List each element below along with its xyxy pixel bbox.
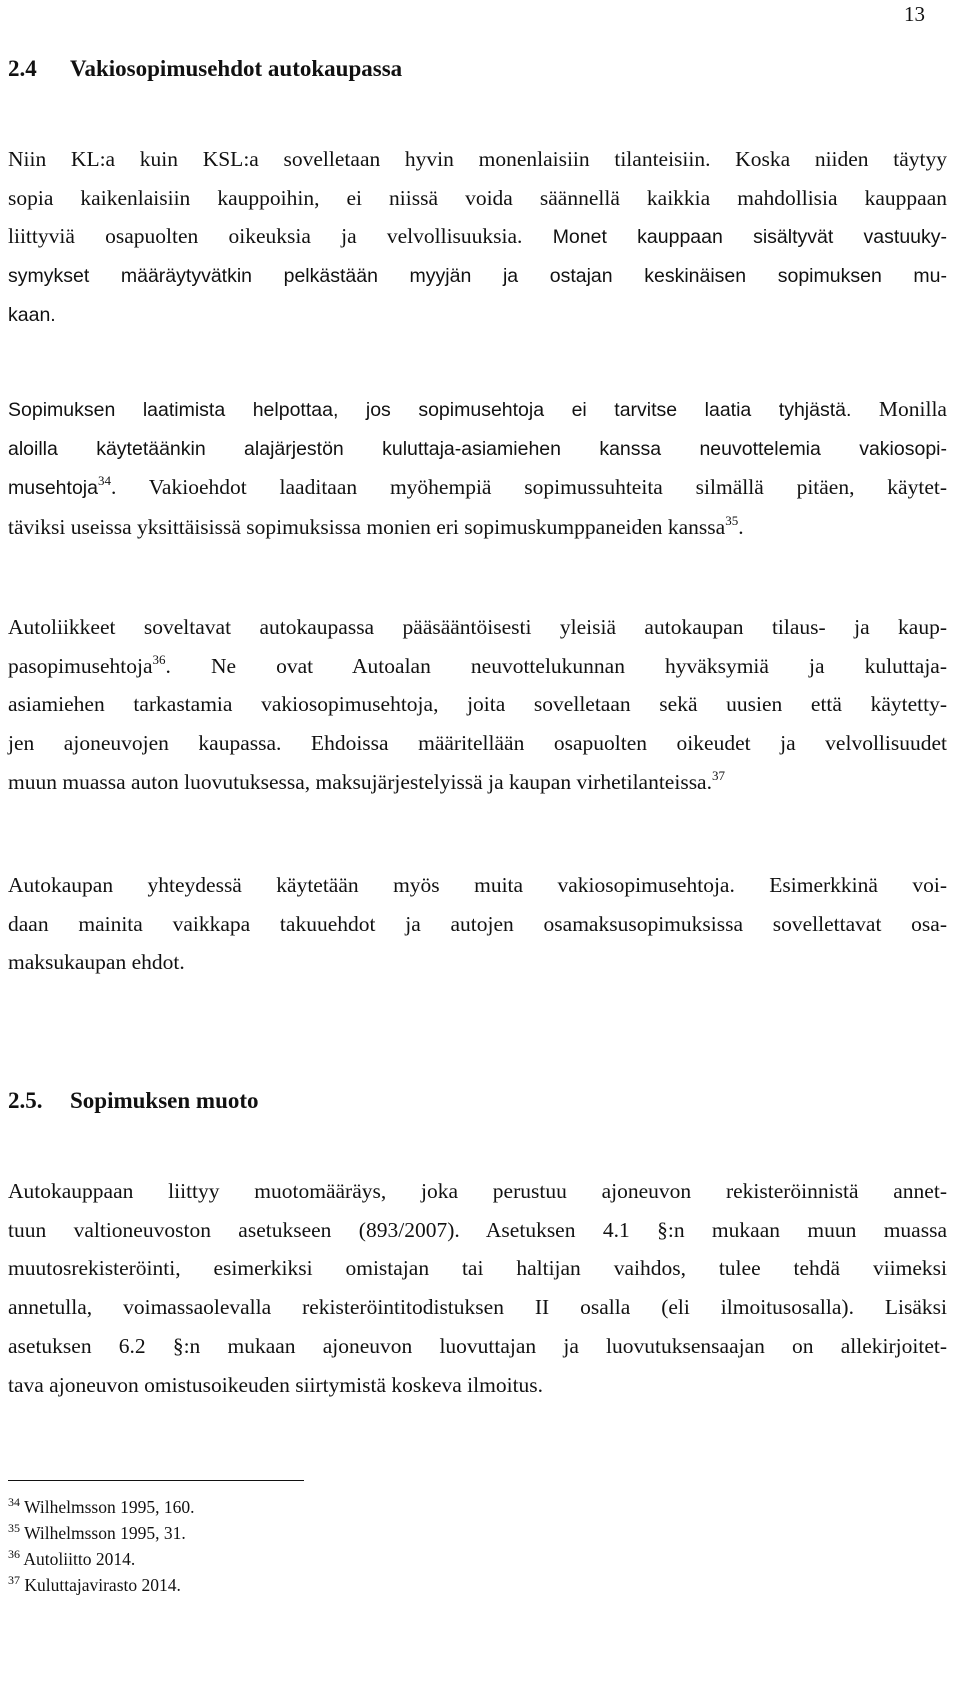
text-line xyxy=(8,390,947,430)
footnote-number: 35 xyxy=(8,1521,20,1535)
text-segment: musehtoja xyxy=(8,477,98,500)
text-segment: Monilla xyxy=(851,397,947,421)
text-line xyxy=(8,468,947,508)
text-line: sopia kaikenlaisiin kauppoihin, ei niissä voida säännellä kaikkia mahdollisia kauppaan xyxy=(8,185,947,210)
page-number: 13 xyxy=(904,2,925,26)
footnote-ref-35: 35 xyxy=(725,513,739,529)
section-heading-2-4 xyxy=(8,56,402,82)
footnote-text: Wilhelmsson 1995, 31. xyxy=(24,1523,186,1543)
text-line: Autoliikkeet soveltavat autokaupassa pääsääntöisesti yleisiä autokaupan tilaus- ja kaup- xyxy=(8,615,947,639)
paragraph-5 xyxy=(8,1172,947,1404)
text-line: tuun valtioneuvoston asetukseen (893/2007). Asetuksen 4.1 §:n mukaan muun muassa xyxy=(8,1217,947,1242)
footnotes xyxy=(8,1494,194,1598)
footnote-ref-34: 34 xyxy=(97,473,111,489)
text-line xyxy=(8,763,947,802)
text-line: maksukaupan ehdot. xyxy=(8,950,185,975)
footnote-number: 37 xyxy=(8,1573,20,1587)
footnote-ref-36: 36 xyxy=(152,651,166,667)
text-segment: . xyxy=(738,515,744,540)
text-line: asetuksen 6.2 §:n mukaan ajoneuvon luovuttajan ja luovutuksensaajan on allekirjoitet- xyxy=(8,1333,947,1358)
text-line: kaan. xyxy=(8,303,56,326)
footnote-text: Kuluttajavirasto 2014. xyxy=(24,1575,181,1595)
footnote-ref-37: 37 xyxy=(711,767,725,783)
text-segment: . Vakioehdot laaditaan myöhempiä sopimussuhteita silmällä pitäen, käytet- xyxy=(110,475,947,500)
text-segment: . Ne ovat Autoalan neuvottelukunnan hyväksymiä ja kuluttaja- xyxy=(165,653,947,678)
text-segment: liittyviä osapuolten oikeuksia ja velvollisuuksia. xyxy=(8,224,523,249)
paragraph-2 xyxy=(8,390,947,547)
text-line xyxy=(8,217,947,257)
text-line xyxy=(8,647,947,686)
text-segment: täviksi useissa yksittäisissä sopimuksissa monien eri sopimuskumppaneiden kanssa xyxy=(8,515,726,540)
footnote-text: Wilhelmsson 1995, 160. xyxy=(24,1497,195,1517)
text-line: symykset määräytyvätkin pelkästään myyjän ja ostajan keskinäisen sopimuksen mu- xyxy=(8,265,947,288)
text-line: asiamiehen tarkastamia vakiosopimusehtoja, joita sovelletaan sekä uusien että käytetty- xyxy=(8,692,947,717)
text-line: Autokaupan yhteydessä käytetään myös muita vakiosopimusehtoja. Esimerkkinä voi- xyxy=(8,873,947,897)
text-segment: muun muassa auton luovutuksessa, maksujärjestelyissä ja kaupan virhetilanteissa. xyxy=(8,769,712,794)
footnote-35 xyxy=(8,1520,194,1546)
paragraph-1 xyxy=(8,140,947,335)
text-line: muutosrekisteröinti, esimerkiksi omistajan tai haltijan vaihdos, tulee tehdä viimeksi xyxy=(8,1256,947,1281)
footnote-number: 34 xyxy=(8,1495,20,1509)
footnote-34 xyxy=(8,1494,194,1520)
section-number: 2.5. xyxy=(8,1088,43,1113)
footnote-37 xyxy=(8,1572,194,1598)
text-line: Niin KL:a kuin KSL:a sovelletaan hyvin monenlaisiin tilanteisiin. Koska niiden täytyy xyxy=(8,147,947,171)
section-heading-2-5 xyxy=(8,1088,259,1114)
paragraph-4 xyxy=(8,866,947,982)
footnote-text: Autoliitto 2014. xyxy=(23,1549,136,1569)
text-line xyxy=(8,508,947,547)
text-line: aloilla käytetäänkin alajärjestön kuluttaja-asiamiehen kanssa neuvottelemia vakiosopi- xyxy=(8,437,947,460)
text-segment: Monet kauppaan sisältyvät vastuuky- xyxy=(522,226,947,249)
footnote-number: 36 xyxy=(8,1547,20,1561)
text-line: Autokauppaan liittyy muotomääräys, joka perustuu ajoneuvon rekisteröinnistä annet- xyxy=(8,1179,947,1203)
section-number: 2.4 xyxy=(8,56,37,81)
text-line: annetulla, voimassaolevalla rekisteröintitodistuksen II osalla (eli ilmoitusosalla). Lisäksi xyxy=(8,1295,947,1320)
text-segment: pasopimusehtoja xyxy=(8,653,153,678)
footnote-separator xyxy=(8,1480,304,1481)
text-segment: Sopimuksen laatimista helpottaa, jos sopimusehtoja ei tarvitse laatia tyhjästä. xyxy=(8,399,852,421)
text-line: daan mainita vaikkapa takuuehdot ja autojen osamaksusopimuksissa sovellettavat osa- xyxy=(8,911,947,936)
paragraph-3 xyxy=(8,608,947,802)
section-title: Sopimuksen muoto xyxy=(70,1088,259,1113)
text-line: tava ajoneuvon omistusoikeuden siirtymistä koskeva ilmoitus. xyxy=(8,1372,544,1397)
footnote-36 xyxy=(8,1546,194,1572)
section-title: Vakiosopimusehdot autokaupassa xyxy=(70,56,403,81)
text-line: jen ajoneuvojen kaupassa. Ehdoissa määritellään osapuolten oikeudet ja velvollisuudet xyxy=(8,731,947,756)
